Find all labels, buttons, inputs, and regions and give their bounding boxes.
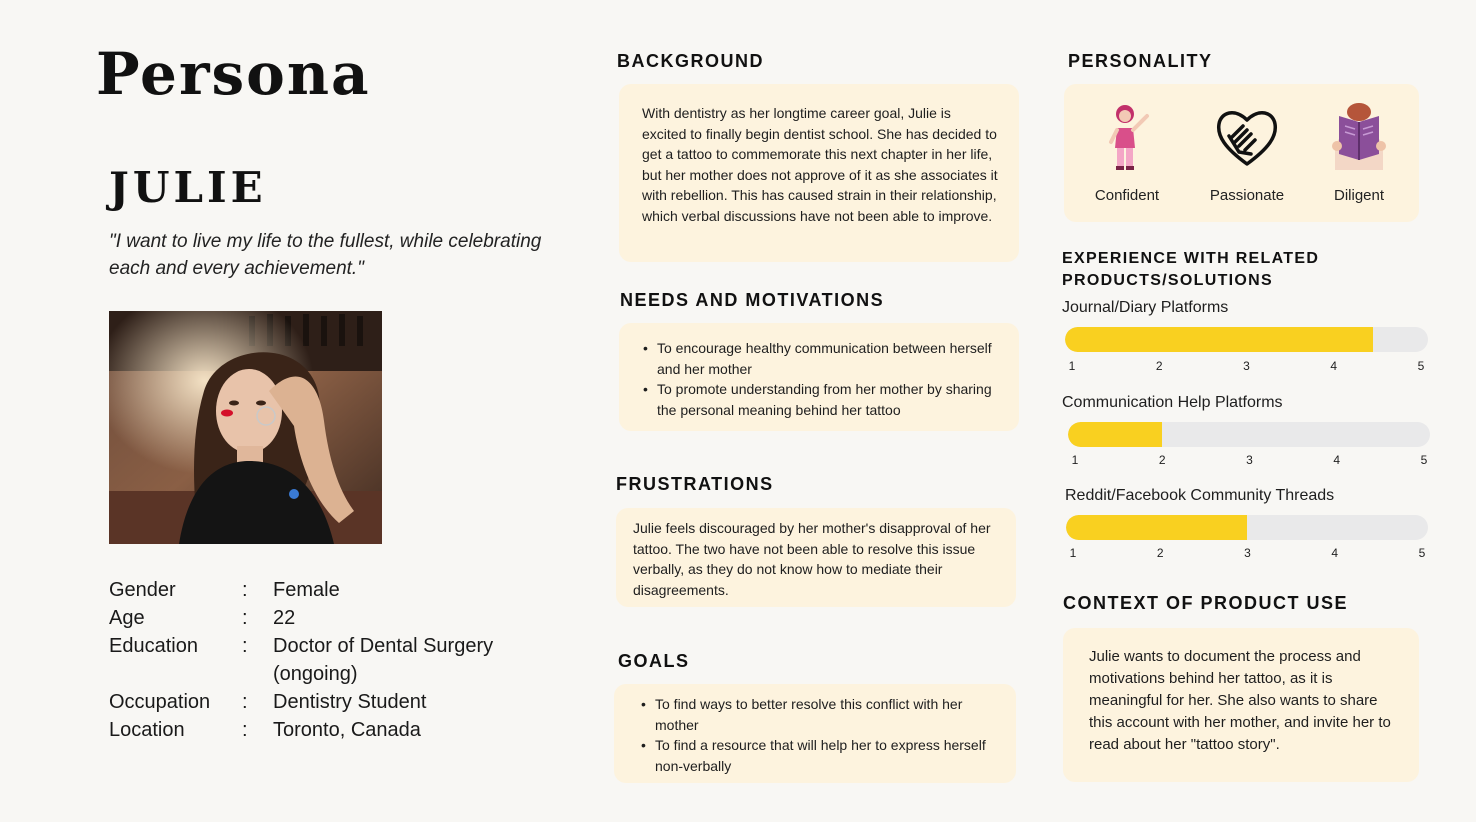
context-heading: CONTEXT OF PRODUCT USE	[1063, 593, 1349, 613]
bar-label: Communication Help Platforms	[1062, 394, 1283, 411]
rating-bar-fill	[1066, 515, 1247, 540]
detail-label: Location	[109, 719, 185, 741]
background-text: With dentistry as her longtime career goal, Julie is excited to finally begin dentist school. She has decided to get a tattoo to commemorate this next chapter in her life, but her mother does not approve of it as she associates it with rebellion. This has caused strain in their relationship, which verbal discussions have not been able to improve.	[642, 105, 998, 224]
context-text: Julie wants to document the process and motivations behind her tattoo, as it is meaningful for her. She also wants to share this account with her mother, and invite her to read about her "tattoo story".	[1089, 648, 1391, 753]
detail-label: Age	[109, 607, 145, 629]
list-item: • To find a resource that will help her to express herself non-verbally	[639, 735, 1006, 776]
persona-details	[109, 576, 523, 744]
persona-quote: "I want to live my life to the fullest, while celebrating each and every achievement."	[109, 231, 542, 279]
trait-label: Diligent	[1333, 187, 1385, 204]
detail-colon: :	[242, 579, 248, 601]
heart-hand-icon	[1215, 102, 1279, 172]
rating-bar-track	[1065, 327, 1428, 352]
scale-tick: 1	[1071, 453, 1079, 467]
detail-row-education	[109, 632, 523, 688]
bar-label: Reddit/Facebook Community Threads	[1065, 487, 1335, 504]
rating-bar-fill	[1068, 422, 1162, 447]
detail-colon: :	[242, 607, 248, 629]
scale-tick: 2	[1158, 453, 1166, 467]
trait-diligent	[1299, 84, 1419, 222]
detail-row-occupation	[109, 688, 523, 716]
detail-row-gender	[109, 576, 523, 604]
frustrations-card	[616, 508, 1016, 607]
trait-passionate	[1187, 84, 1307, 222]
frustrations-heading: FRUSTRATIONS	[616, 474, 774, 494]
scale-tick: 3	[1243, 359, 1250, 373]
trait-confident	[1067, 84, 1187, 222]
detail-value: Toronto, Canada	[273, 719, 421, 741]
detail-label: Education	[109, 635, 198, 657]
scale-tick: 3	[1246, 453, 1253, 467]
goals-card	[614, 684, 1016, 783]
scale-tick: 2	[1156, 546, 1164, 560]
detail-value: 22	[273, 607, 296, 629]
detail-colon: :	[242, 691, 248, 713]
personality-card	[1064, 84, 1419, 222]
persona-photo-image	[109, 311, 382, 544]
page-title: Persona	[96, 40, 371, 108]
rating-scale	[1069, 546, 1426, 562]
list-item: • To find ways to better resolve this conflict with her mother	[639, 694, 1006, 735]
scale-tick: 4	[1331, 546, 1339, 560]
bar-label: Journal/Diary Platforms	[1062, 299, 1229, 316]
trait-label: Confident	[1094, 187, 1160, 204]
needs-card	[619, 323, 1019, 431]
scale-tick: 4	[1330, 359, 1338, 373]
detail-row-age	[109, 604, 523, 632]
list-item: • To encourage healthy communication between herself and her mother	[641, 338, 1011, 379]
confident-woman-icon	[1095, 102, 1159, 172]
persona-photo	[109, 311, 382, 544]
scale-tick: 5	[1418, 546, 1426, 560]
detail-value: Dentistry Student	[273, 691, 427, 713]
list-item: • To promote understanding from her mother by sharing the personal meaning behind her tattoo	[641, 379, 1011, 420]
scale-tick: 3	[1244, 546, 1251, 560]
rating-scale	[1068, 359, 1425, 375]
detail-label: Gender	[109, 579, 176, 601]
scale-tick: 1	[1068, 359, 1076, 373]
detail-colon: :	[242, 635, 248, 657]
reading-book-icon	[1327, 102, 1391, 172]
persona-name: JULIE	[109, 163, 267, 212]
trait-label: Passionate	[1209, 187, 1285, 204]
needs-heading: NEEDS AND MOTIVATIONS	[620, 290, 885, 310]
needs-list	[641, 338, 1011, 420]
scale-tick: 4	[1333, 453, 1341, 467]
context-card	[1063, 628, 1419, 782]
scale-tick: 5	[1417, 359, 1425, 373]
rating-bar-track	[1068, 422, 1430, 447]
detail-label: Occupation	[109, 691, 211, 713]
experience-heading: EXPERIENCE WITH RELATED PRODUCTS/SOLUTIONS	[1062, 250, 1320, 289]
scale-tick: 1	[1069, 546, 1077, 560]
scale-tick: 5	[1420, 453, 1428, 467]
goals-list	[639, 694, 1006, 776]
detail-value: Doctor of Dental Surgery (ongoing)	[273, 635, 494, 685]
scale-tick: 2	[1155, 359, 1163, 373]
frustrations-text: Julie feels discouraged by her mother's disapproval of her tattoo. The two have not been able to resolve this issue verbally, as they do not know how to mediate their disagreements.	[633, 520, 991, 598]
detail-row-location	[109, 716, 523, 744]
detail-value: Female	[273, 579, 340, 601]
goals-heading: GOALS	[618, 651, 690, 671]
detail-colon: :	[242, 719, 248, 741]
rating-bar-fill	[1065, 327, 1373, 352]
background-heading: BACKGROUND	[617, 51, 764, 71]
personality-heading: PERSONALITY	[1068, 51, 1213, 71]
rating-scale	[1071, 453, 1428, 469]
background-card	[619, 84, 1019, 262]
rating-bar-track	[1066, 515, 1428, 540]
